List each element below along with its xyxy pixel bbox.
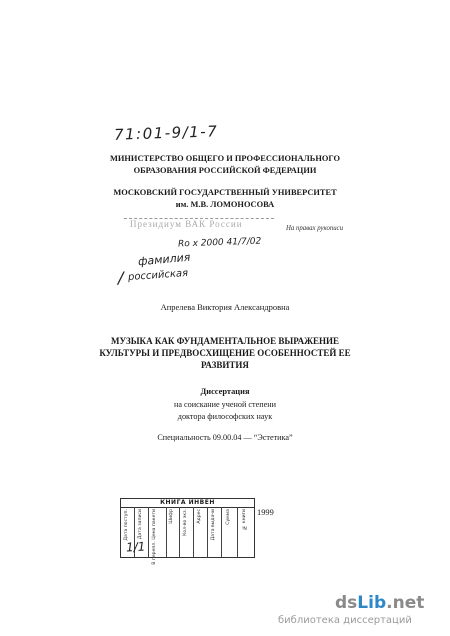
ministry-line-2: ОБРАЗОВАНИЯ РОССИЙСКОЙ ФЕДЕРАЦИИ (133, 166, 317, 175)
author-name: Апрелева Виктория Александровна (160, 302, 290, 312)
card-divider (193, 507, 194, 557)
degree-line-2: доктора философских наук (177, 412, 273, 421)
dslib-logo[interactable] (335, 593, 440, 611)
card-divider (207, 507, 208, 557)
card-column-label: Адрес (197, 509, 202, 524)
card-divider (179, 507, 180, 557)
university-line-1: МОСКОВСКИЙ ГОСУДАРСТВЕННЫЙ УНИВЕРСИТЕТ (113, 188, 337, 197)
handwritten-code: Ro x 2000 41/7/02 (177, 236, 262, 250)
card-divider (237, 507, 238, 557)
card-divider (221, 507, 222, 557)
card-column-label: № книги (242, 509, 247, 530)
logo-part-ds: ds (335, 593, 358, 613)
card-column-label: Сумма (226, 509, 231, 525)
handwritten-note-1: фамилия (137, 250, 191, 269)
handwritten-note-2: российская (127, 267, 189, 284)
watermark-caption: библиотека диссертаций (278, 615, 412, 626)
title-line-1: МУЗЫКА КАК ФУНДАМЕНТАЛЬНОЕ ВЫРАЖЕНИЕ (110, 336, 340, 346)
card-column-label: Дата поступ. (124, 509, 129, 541)
card-column-label: Кол-во экз. (183, 509, 188, 536)
library-card-mark: 1/1 (125, 539, 146, 555)
card-column-label: Дата выдачи (211, 509, 216, 541)
university-line-2: им. М.В. ЛОМОНОСОВА (175, 200, 275, 209)
card-column-label: Шифр (169, 509, 174, 524)
dissertation-title (0, 335, 450, 371)
card-divider (148, 507, 149, 557)
ministry-line-1: МИНИСТЕРСТВО ОБЩЕГО И ПРОФЕССИОНАЛЬНОГО (110, 154, 340, 163)
rights-note: На правах рукописи (286, 225, 344, 232)
title-line-2: КУЛЬТУРЫ И ПРЕДВОСХИЩЕНИЕ ОСОБЕННОСТЕЙ ЕЕ (99, 348, 351, 358)
specialty: Специальность 09.00.04 — “Эстетика” (157, 433, 293, 442)
logo-part-net: .net (386, 593, 425, 613)
degree-info (0, 399, 450, 423)
year: 1999 (257, 508, 274, 517)
card-divider (166, 507, 167, 557)
handwritten-bracket: / (118, 268, 124, 287)
university-heading (0, 187, 450, 211)
document-type: Диссертация (200, 387, 250, 396)
title-line-3: РАЗВИТИЯ (201, 360, 249, 370)
degree-line-1: на соискание ученой степени (173, 400, 277, 409)
logo-part-lib: Lib (357, 593, 387, 613)
library-card-header: КНИГА ИНВЕН (121, 499, 254, 508)
faded-stamp-text: Президиум ВАК России (130, 219, 243, 229)
ministry-heading (0, 153, 450, 177)
card-column-label: Дата записи (138, 509, 143, 540)
card-column-label: В перепл. Цена пакети (152, 509, 157, 565)
archive-number: 71:01-9/1-7 (113, 122, 219, 144)
